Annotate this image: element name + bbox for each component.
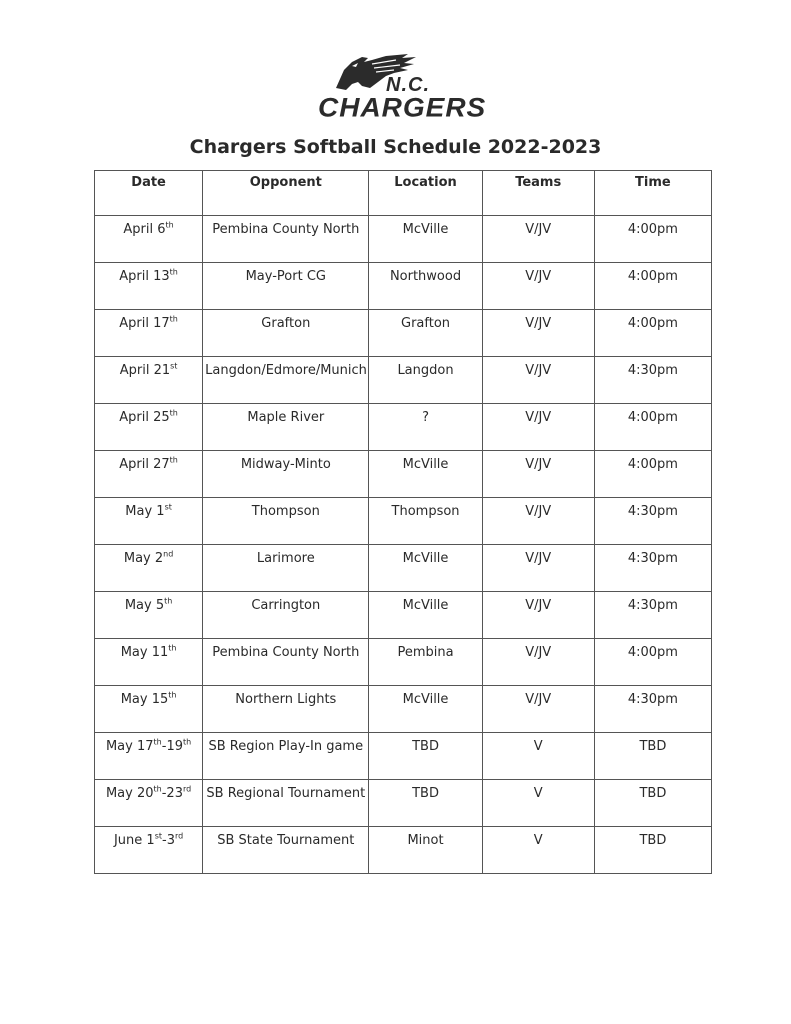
cell-date (95, 310, 203, 357)
cell-teams: V/JV (482, 545, 594, 592)
date-text: June 1 (113, 833, 155, 848)
cell-location: Grafton (369, 310, 482, 357)
table-row (95, 545, 712, 592)
cell-date (95, 545, 203, 592)
table-row (95, 263, 712, 310)
table-row (95, 686, 712, 733)
cell-opponent: SB Region Play-In game (203, 733, 369, 780)
cell-location: Thompson (369, 498, 482, 545)
table-row (95, 639, 712, 686)
cell-opponent: Grafton (203, 310, 369, 357)
date-text: May 15 (120, 692, 169, 707)
date-ordinal-suffix: th (153, 737, 162, 747)
cell-time: 4:30pm (594, 498, 711, 545)
cell-teams: V (482, 827, 594, 874)
date-ordinal-suffix: th (168, 643, 177, 653)
date-ordinal-suffix: st (170, 361, 178, 371)
date-ordinal-suffix: st (154, 831, 162, 841)
cell-teams: V/JV (482, 639, 594, 686)
cell-location: McVille (369, 686, 482, 733)
date-text: April 27 (119, 457, 170, 472)
date-ordinal-suffix: th (153, 784, 162, 794)
date-ordinal-suffix: th (165, 220, 174, 230)
date-ordinal-suffix: th (169, 455, 178, 465)
cell-opponent: Carrington (203, 592, 369, 639)
cell-location: TBD (369, 780, 482, 827)
cell-teams: V/JV (482, 404, 594, 451)
cell-opponent: Northern Lights (203, 686, 369, 733)
cell-date (95, 451, 203, 498)
table-row (95, 780, 712, 827)
cell-time: 4:30pm (594, 686, 711, 733)
cell-location: McVille (369, 451, 482, 498)
page-title: Chargers Softball Schedule 2022-2023 (189, 136, 602, 158)
cell-date (95, 216, 203, 263)
cell-time: 4:00pm (594, 639, 711, 686)
cell-teams: V/JV (482, 498, 594, 545)
header-opponent: Opponent (203, 171, 369, 216)
cell-opponent: Larimore (203, 545, 369, 592)
date-ordinal-suffix: th (168, 690, 177, 700)
cell-date (95, 733, 203, 780)
table-row (95, 357, 712, 404)
date-text: April 21 (119, 363, 171, 378)
cell-location: McVille (369, 216, 482, 263)
cell-date (95, 357, 203, 404)
date-text: May 20 (105, 786, 154, 801)
cell-time: 4:00pm (594, 263, 711, 310)
cell-location: Northwood (369, 263, 482, 310)
date-ordinal-suffix: th (169, 267, 178, 277)
header-time: Time (594, 171, 711, 216)
date-ordinal-suffix: rd (182, 784, 192, 794)
table-row (95, 404, 712, 451)
date-text: April 6 (123, 222, 166, 237)
date-text: -19 (161, 739, 183, 754)
cell-location: Minot (369, 827, 482, 874)
date-ordinal-suffix: th (164, 596, 173, 606)
cell-time: 4:00pm (594, 216, 711, 263)
cell-opponent: SB State Tournament (203, 827, 369, 874)
cell-location: Pembina (369, 639, 482, 686)
cell-time: TBD (594, 827, 711, 874)
schedule-table (94, 170, 712, 874)
cell-teams: V/JV (482, 216, 594, 263)
date-text: May 17 (105, 739, 154, 754)
logo-initials: N.C. (386, 74, 430, 96)
date-ordinal-suffix: rd (174, 831, 184, 841)
cell-teams: V (482, 780, 594, 827)
cell-opponent: SB Regional Tournament (203, 780, 369, 827)
cell-opponent: Pembina County North (203, 639, 369, 686)
date-ordinal-suffix: th (169, 314, 178, 324)
cell-date (95, 639, 203, 686)
table-row (95, 592, 712, 639)
date-text: May 11 (120, 645, 169, 660)
date-text: -3 (162, 833, 175, 848)
cell-time: 4:30pm (594, 545, 711, 592)
cell-location: TBD (369, 733, 482, 780)
cell-opponent: May-Port CG (203, 263, 369, 310)
cell-time: 4:00pm (594, 404, 711, 451)
date-text: April 13 (119, 269, 170, 284)
cell-teams: V/JV (482, 263, 594, 310)
date-ordinal-suffix: th (182, 737, 192, 747)
cell-time: 4:30pm (594, 592, 711, 639)
cell-opponent: Langdon/Edmore/Munich (203, 357, 369, 404)
cell-time: 4:00pm (594, 310, 711, 357)
table-row (95, 216, 712, 263)
cell-teams: V/JV (482, 592, 594, 639)
date-text: May 1 (125, 504, 165, 519)
cell-teams: V/JV (482, 686, 594, 733)
header-location: Location (369, 171, 482, 216)
cell-time: TBD (594, 733, 711, 780)
cell-location: McVille (369, 545, 482, 592)
cell-location: McVille (369, 592, 482, 639)
cell-opponent: Thompson (203, 498, 369, 545)
cell-opponent: Midway-Minto (203, 451, 369, 498)
cell-teams: V/JV (482, 310, 594, 357)
cell-teams: V/JV (482, 357, 594, 404)
date-text: May 2 (123, 551, 164, 566)
chargers-logo (316, 48, 487, 126)
date-ordinal-suffix: th (169, 408, 178, 418)
cell-teams: V/JV (482, 451, 594, 498)
cell-time: TBD (594, 780, 711, 827)
date-ordinal-suffix: nd (163, 549, 174, 559)
cell-location: ? (369, 404, 482, 451)
cell-time: 4:00pm (594, 451, 711, 498)
date-ordinal-suffix: st (164, 502, 172, 512)
date-text: May 5 (124, 598, 165, 613)
date-text: April 25 (119, 410, 170, 425)
date-text: -23 (161, 786, 183, 801)
cell-date (95, 827, 203, 874)
cell-opponent: Pembina County North (203, 216, 369, 263)
cell-date (95, 498, 203, 545)
cell-date (95, 780, 203, 827)
cell-opponent: Maple River (203, 404, 369, 451)
table-row (95, 310, 712, 357)
table-row (95, 827, 712, 874)
schedule-body (95, 216, 712, 874)
table-header-row (95, 171, 712, 216)
cell-date (95, 404, 203, 451)
table-row (95, 498, 712, 545)
cell-date (95, 592, 203, 639)
header-teams: Teams (482, 171, 594, 216)
cell-time: 4:30pm (594, 357, 711, 404)
cell-location: Langdon (369, 357, 482, 404)
table-row (95, 451, 712, 498)
logo-wordmark: CHARGERS (318, 92, 487, 123)
table-row (95, 733, 712, 780)
header-date: Date (95, 171, 203, 216)
cell-teams: V (482, 733, 594, 780)
date-text: April 17 (119, 316, 170, 331)
cell-date (95, 263, 203, 310)
cell-date (95, 686, 203, 733)
